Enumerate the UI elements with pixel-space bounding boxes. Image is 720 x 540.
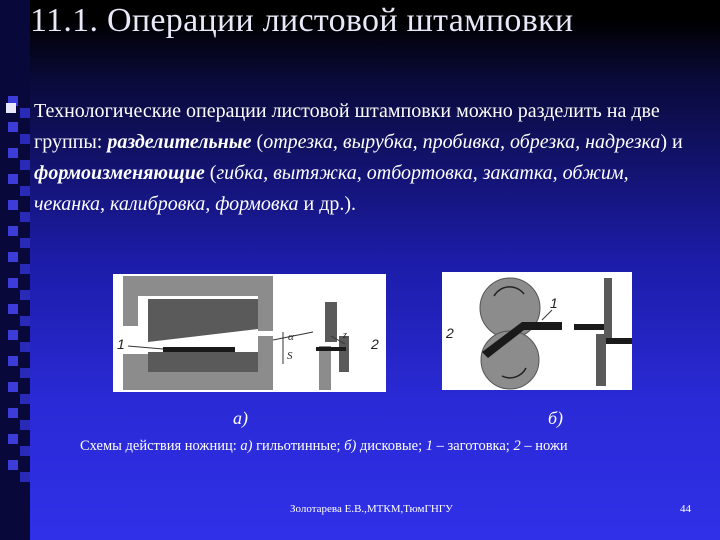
page-number: 44 [680,503,691,515]
list-razdelitelnye: отрезка, вырубка, пробивка, обрезка, надрезка [263,131,661,153]
body-text-2: можно разделить на две группы: [34,100,660,153]
caption-4: б) [344,438,357,454]
caption-8: 2 [513,438,521,454]
figure-label-b: б) [548,408,564,428]
label-b-2: 2 [446,325,454,341]
caption-6: 1 [425,438,433,454]
label-a-1: 1 [117,336,125,352]
label-b-1: 1 [550,295,558,311]
body-text-6: ) и [660,131,683,153]
body-text-8: ( [204,162,217,184]
body-text-10: и др.). [298,193,357,215]
caption-3: гильотинные; [252,438,345,454]
label-a-2: 2 [371,336,379,352]
disc-shears-diagram [442,272,632,390]
caption-5: дисковые; [356,438,426,454]
label-z: z [343,330,347,341]
bullet-marker [6,103,16,113]
figure-label-a: а) [233,408,248,428]
term-formoizmenyayushchie: формоизменяющие [34,162,205,184]
caption-9: – ножи [520,438,568,454]
list-formoizmenyayushchie: гибка, вытяжка, отбортовка, закатка, обжим, чеканка, калибровка, формовка [34,162,629,215]
body-text-1: Технологические операции листовой штамповки [34,100,452,122]
figure-guillotine-shears [113,274,386,392]
body-text-4: ( [251,131,264,153]
term-razdelitelnye: разделительные [107,131,252,153]
label-s: S [287,350,293,362]
guillotine-shears-diagram [113,274,386,392]
caption-7: – заготовка; [432,438,514,454]
figure-caption [80,438,700,455]
caption-1: Схемы действия ножниц: [80,438,241,454]
body-paragraph [34,96,704,220]
slide-title: 11.1. Операции листовой штамповки [30,2,574,39]
figure-disc-shears [442,272,632,390]
caption-2: а) [240,438,253,454]
label-alpha: α [288,331,294,343]
footer-author: Золотарева Е.В.,МТКМ,ТюмГНГУ [290,503,453,515]
